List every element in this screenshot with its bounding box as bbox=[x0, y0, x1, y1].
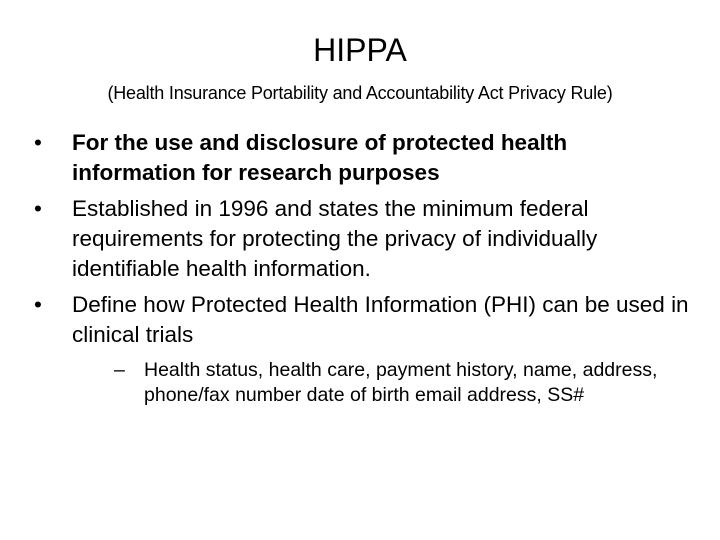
slide-title: HIPPA bbox=[313, 32, 407, 68]
slide-subtitle: (Health Insurance Portability and Accountability Act Privacy Rule) bbox=[107, 83, 613, 103]
sub-bullet-item-phi-examples bbox=[114, 358, 690, 408]
sub-bullet-text: Health status, health care, payment history, name, address, phone/fax number date of birth email address, SS# bbox=[144, 359, 658, 406]
bullet-text: For the use and disclosure of protected health information for research purposes bbox=[72, 130, 568, 185]
bullet-text: Define how Protected Health Information (PHI) can be used in clinical trials bbox=[72, 292, 689, 347]
bullet-item-define-phi bbox=[30, 290, 690, 408]
bullet-marker: • bbox=[34, 196, 42, 221]
bullet-marker: • bbox=[34, 130, 42, 155]
bullet-text: Established in 1996 and states the minimum federal requirements for protecting the privacy of individually identifiable health information. bbox=[72, 196, 598, 281]
bullet-item-established-1996 bbox=[30, 194, 690, 284]
sub-bullet-marker: – bbox=[114, 359, 125, 381]
bullet-marker: • bbox=[34, 292, 42, 317]
bullet-list bbox=[30, 128, 690, 414]
bullet-item-research-purposes bbox=[30, 128, 690, 188]
